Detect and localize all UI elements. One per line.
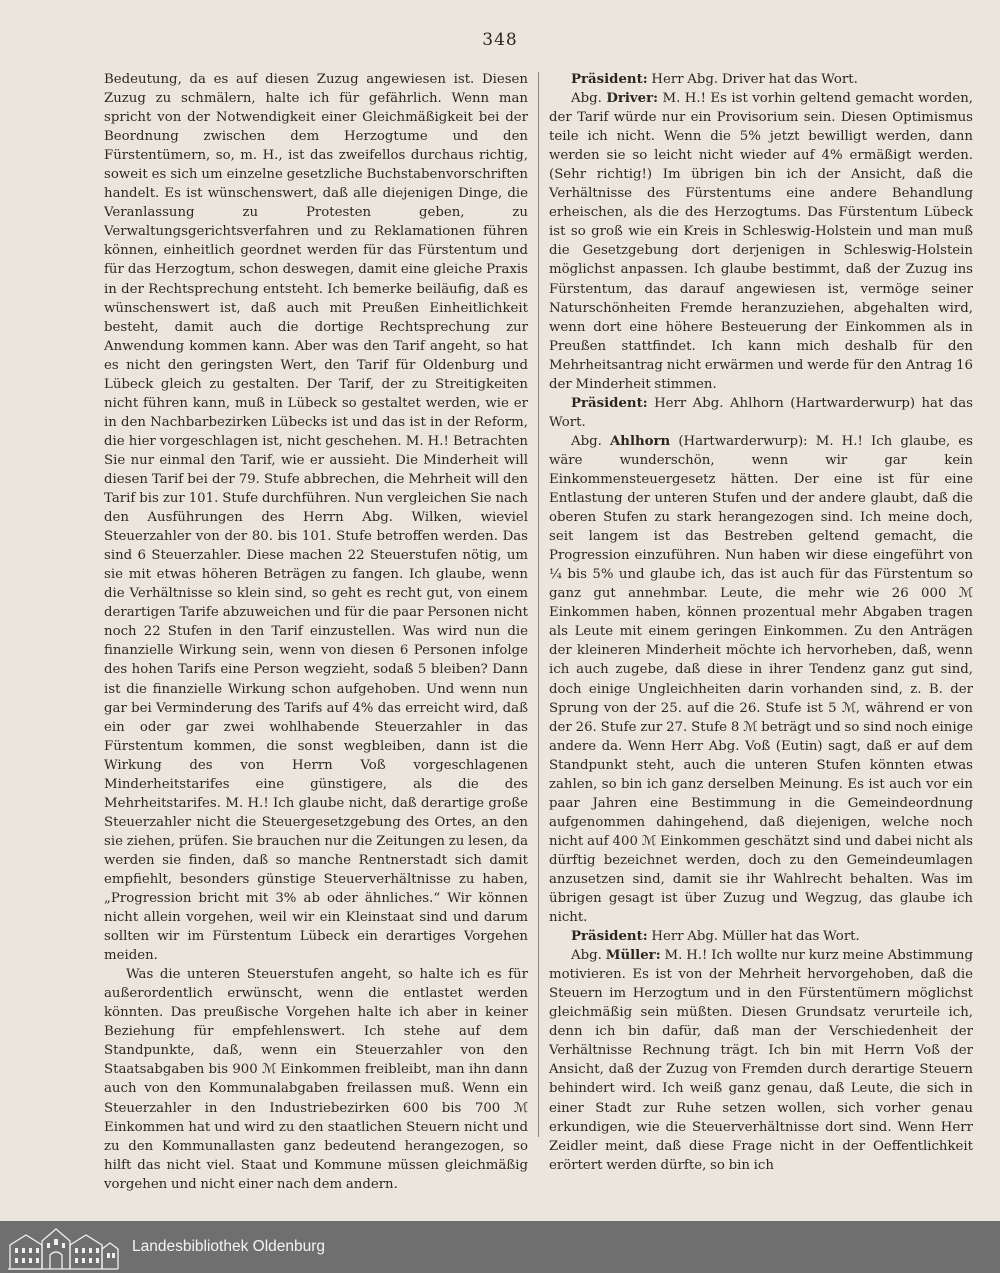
institution-name: Landesbibliothek Oldenburg: [132, 1238, 326, 1255]
speech-text: M. H.! Ich wollte nur kurz meine Abstimmung motivieren. Es ist von der Mehrheit hervorgehoben, daß die Steuern im Herzogtum und in den Fürstentümern möglichst gleichmäßig sein müßten. Diesen Grundsatz verurteile ich, denn ich bin dafür, daß man der Verschiedenheit der Verhältnisse Rechnung trägt. Ich bin mit Herrn Voß der Ansicht, daß der Zuzug von Fremden durch derartige Steuern behindert wird. Ich weiß ganz genau, daß Leute, die sich in einer Stadt zur Ruhe setzen wollen, sich vorher genau erkundigen, wie die Steuerverhältnisse dort sind. Wenn Herr Zeidler meint, daß diese Frage nicht in der Oeffentlichkeit erörtert werden dürfte, so bin ich: [549, 948, 973, 1173]
right-column: [549, 70, 973, 1175]
speaker-paragraph: [549, 70, 973, 89]
abg-label: Abg.: [571, 433, 602, 449]
speaker-label: Präsident:: [571, 929, 648, 945]
speaker-paragraph: [549, 394, 973, 432]
speaker-name: Müller:: [605, 948, 661, 964]
speaker-label: Präsident:: [571, 72, 648, 87]
speech-text: Herr Abg. Müller hat das Wort.: [651, 929, 860, 945]
speech-text: Herr Abg. Driver hat das Wort.: [651, 72, 858, 87]
footer-bar: [0, 1221, 1000, 1273]
paragraph: Bedeutung, da es auf diesen Zuzug angewiesen ist. Diesen Zuzug zu schmälern, halte ich für gefährlich. Wenn man spricht von der Notwendigkeit einer Gleichmäßigkeit bei der Beordnung zwischen dem Herzogtume und den Fürstentümern, so, m. H., ist das zweifellos durchaus richtig, soweit es sich um einzelne gesetzliche Buchstabenvorschriften handelt. Es ist wünschenswert, daß alle diejenigen Dinge, die Veranlassung zu Protesten geben, zu Verwaltungsgerichtsverfahren und zu Reklamationen führen können, einheitlich geordnet werden für das Fürstentum und für das Herzogtum, schon deswegen, damit eine gleiche Praxis in der Rechtsprechung entsteht. Ich bemerke beiläufig, daß es wünschenswert ist, daß auch mit Preußen Einheitlichkeit besteht, damit auch die dortige Rechtsprechung zur Anwendung kommen kann. Aber was den Tarif angeht, so hat es nicht den geringsten Wert, den Tarif für Oldenburg und Lübeck gleich zu gestalten. Der Tarif, der zu Streitigkeiten nicht führen kann, muß in Lübeck so gestaltet werden, wie er in den Nachbarbezirken Lübecks ist und das ist in der Reform, die hier vorgeschlagen ist, nicht geschehen. M. H.! Betrachten Sie nur einmal den Tarif, wie er aussieht. Die Minderheit will diesen Tarif bei der 79. Stufe abbrechen, die Mehrheit will den Tarif bis zur 101. Stufe durchführen. Nun vergleichen Sie nach den Ausführungen des Herrn Abg. Wilken, wieviel Steuerzahler von der 80. bis 101. Stufe betroffen werden. Das sind 6 Steuerzahler. Diese machen 22 Steuerstufen nötig, um sie mit etwas höheren Beträgen zu fangen. Ich glaube, wenn die Verhältnisse so klein sind, so geht es recht gut, von einem derartigen Tarife abzuweichen und für die paar Personen nicht noch 22 Stufen in den Tarif einzustellen. Was wird nun die finanzielle Wirkung sein, wenn von diesen 6 Personen infolge des hohen Tarifs eine Person wegzieht, sodaß 5 bleiben? Dann ist die finanzielle Wirkung schon aufgehoben. Und wenn nun gar bei Verminderung des Tarifs auf 4% das erreicht wird, daß ein oder gar zwei wohlhabende Steuerzahler in das Fürstentum kommen, die sonst wegbleiben, dann ist die Wirkung des von Herrn Voß vorgeschlagenen Minderheitstarifes eine günstigere, als die des Mehrheitstarifes. M. H.! Ich glaube nicht, daß derartige große Steuerzahler nicht die Steuergesetzgebung des Ortes, an den sie ziehen, prüfen. Sie brauchen nur die Zeitungen zu lesen, da werden sie finden, daß so manche Rentnerstadt sich damit empfiehlt, besonders günstige Steuerverhältnisse zu haben, „Progression bricht mit 3% ab oder ähnliches.“ Wir können nicht allein vorgehen, weil wir ein Kleinstaat sind und darum sollten wir im Fürstentum Lübeck ein derartiges Vorgehen meiden.: [104, 72, 528, 964]
paragraph: Was die unteren Steuerstufen angeht, so halte ich es für außerordentlich erwünscht, wenn die entlastet werden könnten. Das preußische Vorgehen halte ich aber in keiner Beziehung für empfehlenswert. Ich stehe auf dem Standpunkte, daß, wenn ein Steuerzahler von den Staatsabgaben bis 900 ℳ Einkommen freibleibt, man ihn dann auch von den Kommunalabgaben freilassen muß. Wenn ein Steuerzahler in den Industriebezirken 600 bis 700 ℳ Einkommen hat und wird zu den staatlichen Steuern nicht und zu den Kommunallasten ganz bedeutend herangezogen, so hilft das nicht viel. Staat und Kommune müssen gleichmäßig vorgehen und nicht einer nach dem andern.: [104, 967, 528, 1192]
speech-text: M. H.! Es ist vorhin geltend gemacht worden, der Tarif würde nur ein Provisorium sein. Diesen Optimismus teile ich nicht. Wenn die 5% jetzt bewilligt werden, dann werden sie so leicht nicht wieder auf 4% ermäßigt werden. (Sehr richtig!) Im übrigen bin ich der Ansicht, daß die Verhältnisse des Fürstentums eine andere Behandlung erheischen, als die des Herzogtums. Das Fürstentum Lübeck ist so groß wie ein Kreis in Schleswig-Holstein und man muß die Gesetzgebung dort derjenigen in Schleswig-Holstein möglichst anpassen. Ich glaube bestimmt, daß der Zuzug ins Fürstentum, das darauf angewiesen ist, vermöge seiner Naturschönheiten Fremde heranzuziehen, abgehalten wird, wenn dort eine höhere Besteuerung der Einkommen als in Preußen stattfindet. Ich kann mich deshalb für den Mehrheitsantrag nicht erwärmen und werde für den Antrag 16 der Minderheit stimmen.: [549, 91, 974, 392]
speech-text: (Hartwarderwurp): M. H.! Ich glaube, es wäre wunderschön, wenn wir gar kein Einkommensteuergesetz hätten. Der eine ist für eine Entlastung der unteren Stufen und der andere glaubt, daß die oberen Stufen zu stark herangezogen sind. Ich meine doch, seit langem ist das Bestreben geltend gemacht, die Progression einzuführen. Nun haben wir diese eingeführt von ¼ bis 5% und glaube ich, das ist auch für das Fürstentum so ganz gut annehmbar. Leute, die mehr wie 26 000 ℳ Einkommen haben, können prozentual mehr Abgaben tragen als Leute mit einem geringen Einkommen. Zu den Anträgen der kleineren Minderheit möchte ich hervorheben, daß, wenn ich auch zugebe, daß diese in ihrer Tendenz ganz gut sind, doch einige Ungleichheiten darin vorhanden sind, z. B. der Sprung von der 25. auf die 26. Stufe ist 5 ℳ, während er von der 26. Stufe zur 27. Stufe 8 ℳ beträgt und so sind noch einige andere da. Wenn Herr Abg. Voß (Eutin) sagt, daß er auf dem Standpunkt steht, auch die unteren Stufen könnten etwas zahlen, so bin ich ganz derselben Meinung. Es ist auch vor ein paar Jahren eine Bestimmung in die Gemeindeordnung aufgenommen dahingehend, daß diejenigen, welche noch nicht auf 400 ℳ Einkommen geschätzt sind und dabei nicht als dürftig bezeichnet werden, doch zu den Gemeindeumlagen anzusetzen sind, damit sie ihr Wahlrecht behalten. Was im übrigen gesagt ist über Zuzug und Wegzug, das glaube ich nicht.: [549, 433, 973, 926]
library-building-icon: [6, 1223, 120, 1271]
left-column: [104, 70, 528, 1194]
speaker-paragraph: [549, 432, 973, 927]
speaker-label: Präsident:: [571, 395, 648, 411]
speaker-paragraph: [549, 927, 973, 946]
column-divider: [538, 72, 539, 1137]
page-number: 348: [482, 30, 518, 50]
abg-label: Abg.: [571, 91, 602, 107]
abg-label: Abg.: [571, 948, 602, 964]
speech-text: Herr Abg. Ahlhorn (Hartwarderwurp) hat das Wort.: [549, 395, 973, 430]
speaker-name: Driver:: [606, 91, 659, 107]
speaker-paragraph: [549, 946, 973, 1175]
speaker-name: Ahlhorn: [609, 433, 671, 449]
speaker-paragraph: [549, 89, 973, 394]
